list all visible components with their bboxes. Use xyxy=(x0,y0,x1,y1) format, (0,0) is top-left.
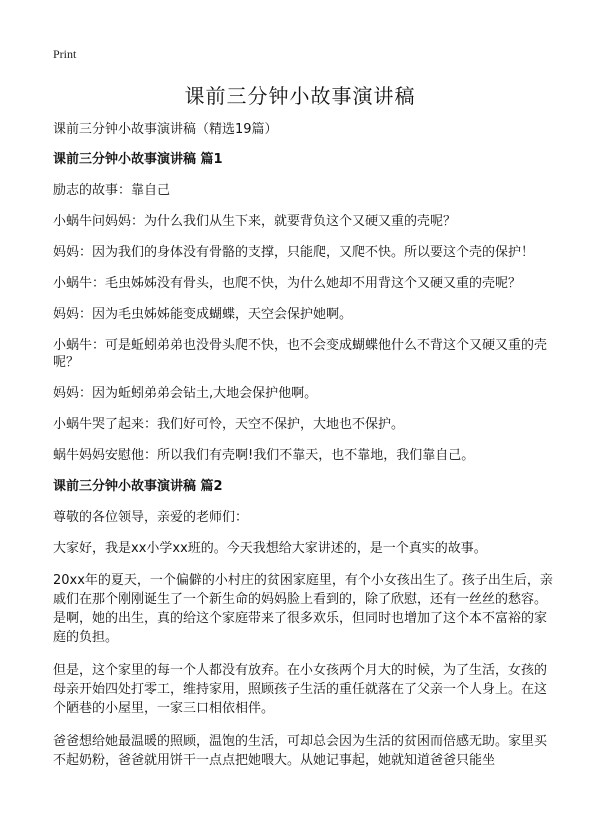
paragraph: 励志的故事：靠自己 xyxy=(53,183,171,198)
paragraph: 妈妈：因为毛虫姊姊能变成蝴蝶，天空会保护她啊。 xyxy=(53,307,353,322)
paragraph: 小蜗牛：可是蚯蚓弟弟也没骨头爬不快，也不会变成蝴蝶他什么不背这个又硬又重的壳呢？ xyxy=(53,338,548,370)
paragraph: 小蜗牛问妈妈：为什么我们从生下来，就要背负这个又硬又重的壳呢？ xyxy=(53,214,457,229)
document-title: 课前三分钟小故事演讲稿 xyxy=(184,84,416,108)
document-subtitle: 课前三分钟小故事演讲稿（精选19篇） xyxy=(53,122,278,137)
section-heading-1: 课前三分钟小故事演讲稿 篇1 xyxy=(53,152,223,167)
paragraph: 爸爸想给她最温暖的照顾，温饱的生活，可却总会因为生活的贫困而倍感无助。家里买不起奶粉，爸爸就用饼干一点点把她喂大。从她记事起，她就知道爸爸只能坐 xyxy=(53,734,548,768)
section-heading-2: 课前三分钟小故事演讲稿 篇2 xyxy=(53,479,223,494)
paragraph: 但是，这个家里的每一个人都没有放弃。在小女孩两个月大的时候，为了生活，女孩的母亲开始四处打零工，维持家用，照顾孩子生活的重任就落在了父亲一个人身上。在这个陋巷的小屋里，一家三口相依相伴。 xyxy=(53,663,548,716)
paragraph: 蜗牛妈妈安慰他：所以我们有壳啊!我们不靠天，也不靠地，我们靠自己。 xyxy=(53,448,475,463)
paragraph: 大家好，我是xx小学xx班的。今天我想给大家讲述的，是一个真实的故事。 xyxy=(53,541,487,556)
paragraph: 小蜗牛哭了起来：我们好可怜，天空不保护，大地也不保护。 xyxy=(53,417,405,432)
paragraph: 尊敬的各位领导，亲爱的老师们： xyxy=(53,510,249,525)
print-link[interactable]: Print xyxy=(53,47,77,61)
paragraph: 小蜗牛：毛虫姊姊没有骨头，也爬不快，为什么她却不用背这个又硬又重的壳呢？ xyxy=(53,276,522,291)
paragraph: 20xx年的夏天，一个偏僻的小村庄的贫困家庭里，有个小女孩出生了。孩子出生后，亲戚们在那个刚刚诞生了一个新生命的妈妈脸上看到的，除了欣慰，还有一丝丝的愁容。是啊，她的出生，真的给这个家庭带来了很多欢乐，但同时也增加了这个本不富裕的家庭的负担。 xyxy=(53,573,553,645)
document-body xyxy=(53,121,558,784)
paragraph: 妈妈：因为蚯蚓弟弟会钻土,大地会保护他啊。 xyxy=(53,386,318,401)
paragraph: 妈妈：因为我们的身体没有骨骼的支撑，只能爬，又爬不快。所以要这个壳的保护！ xyxy=(53,245,535,260)
